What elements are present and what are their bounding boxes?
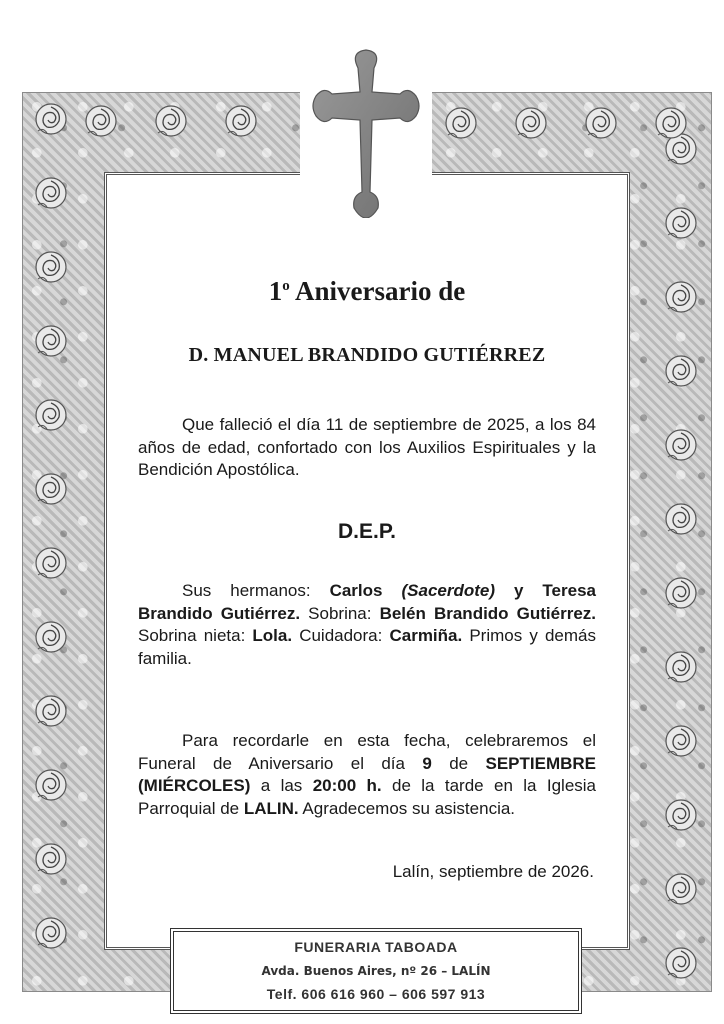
rose-icon <box>33 175 69 211</box>
rose-icon <box>663 205 699 241</box>
rose-icon <box>663 797 699 833</box>
family-segment: Sus hermanos: <box>182 581 330 600</box>
rose-icon <box>33 323 69 359</box>
funeral-segment: SEPTIEMBRE (MIÉRCOLES) <box>138 753 597 795</box>
funeral-home-phone: Telf. 606 616 960 – 606 597 913 <box>266 986 486 1002</box>
rose-icon <box>33 693 69 729</box>
family-segment: Primos y demás familia. <box>138 626 596 668</box>
deceased-name: D. MANUEL BRANDIDO GUTIÉRREZ <box>188 344 546 366</box>
family-segment: Lola. <box>252 626 293 645</box>
rose-icon <box>33 545 69 581</box>
rose-icon <box>33 397 69 433</box>
rose-icon <box>33 249 69 285</box>
funeral-home-name: FUNERARIA TABOADA <box>294 939 458 955</box>
rose-icon <box>663 575 699 611</box>
rose-icon <box>33 841 69 877</box>
rose-icon <box>443 105 479 141</box>
funeral-segment: 20:00 h. <box>312 776 382 795</box>
funeral-segment: a las <box>250 776 313 795</box>
family-segment: Carlos <box>329 581 402 600</box>
page-title: 1$^o$ Aniversario de <box>268 276 466 306</box>
family-segment: Sobrina nieta: <box>138 626 253 645</box>
rose-icon <box>663 427 699 463</box>
rose-icon <box>33 915 69 951</box>
intro-paragraph: Que falleció el día 11 de septiembre de 2025, a los 84 años de edad, confortado con los Auxilios Espirituales y la Bendición Apostólica. <box>138 415 596 479</box>
rose-icon <box>223 103 259 139</box>
family-segment: Belén Brandido Gutiérrez. <box>379 603 597 623</box>
place-date: Lalín, septiembre de 2026. <box>392 862 594 881</box>
family-segment: (Sacerdote) <box>401 581 496 600</box>
rose-icon <box>33 767 69 803</box>
rose-icon <box>663 279 699 315</box>
family-segment: Sobrina: <box>300 603 380 623</box>
family-segment: y Teresa Brandido Gutiérrez. <box>138 581 596 623</box>
cross-icon <box>308 46 424 218</box>
rose-icon <box>663 353 699 389</box>
rose-icon <box>653 105 689 141</box>
rose-icon <box>33 471 69 507</box>
rose-icon <box>663 501 699 537</box>
funeral-home-address: Avda. Buenos Aires, nº 26 – LALÍN <box>261 964 491 978</box>
rose-icon <box>663 945 699 981</box>
rose-icon <box>83 103 119 139</box>
rose-icon <box>153 103 189 139</box>
funeral-segment: 9 <box>422 753 432 773</box>
dep-heading: D.E.P. <box>338 520 396 543</box>
rose-icon <box>33 619 69 655</box>
funeral-paragraph <box>138 730 596 820</box>
funeral-home-box <box>170 928 582 1014</box>
rose-icon <box>663 723 699 759</box>
family-paragraph <box>138 580 596 670</box>
family-segment: Cuidadora: <box>292 626 390 645</box>
family-segment: Carmiña. <box>389 626 463 645</box>
funeral-segment: de la tarde en la Iglesia Parroquial de <box>138 776 597 818</box>
rose-icon <box>583 105 619 141</box>
funeral-segment: de <box>431 753 486 773</box>
funeral-segment: Agradecemos su asistencia. <box>298 798 516 818</box>
rose-icon <box>513 105 549 141</box>
rose-icon <box>663 649 699 685</box>
funeral-segment: Para recordarle en esta fecha, celebraremos el Funeral de Aniversario el día <box>138 731 596 773</box>
rose-icon <box>663 871 699 907</box>
rose-icon <box>33 101 69 137</box>
funeral-segment: LALIN. <box>243 798 299 818</box>
